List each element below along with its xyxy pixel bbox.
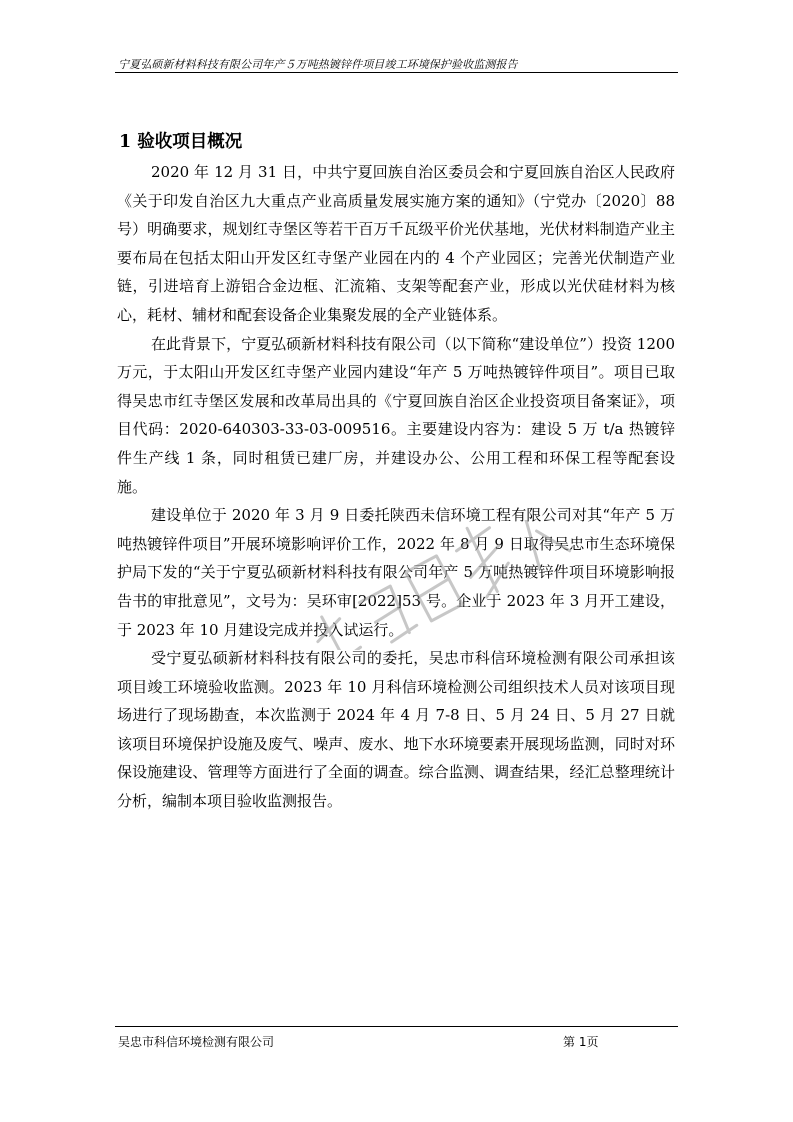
header-divider (115, 72, 678, 73)
paragraph-background: 2020 年 12 月 31 日，中共宁夏回族自治区委员会和宁夏回族自治区人民政府《关于印发自治区九大重点产业高质量发展实施方案的通知》（宁党办〔2020〕88 号）明确要求，规划红寺堡区等若干百万千瓦级平价光伏基地，光伏材料制造产业主要布局在包括太阳山开发区红寺堡产业园在内的 4 个产业园区；完善光伏制造产业链，引进培育上游铝合金边框、汇流箱、支架等配套产业，形成以光伏硅材料为核心，耗材、辅材和配套设备企业集聚发展的全产业链体系。 (117, 163, 675, 324)
paragraph-eia-approval: 建设单位于 2020 年 3 月 9 日委托陕西未信环境工程有限公司对其“年产 5 万吨热镀锌件项目”开展环境影响评价工作，2022 年 8 月 9 日取得吴忠市生态环境保护局下发的“关于宁夏弘硕新材料科技有限公司年产 5 万吨热镀锌件项目环境影响报告书的审批意见”，文号为：吴环审[2022]53 号。企业于 2023 年 3 月开工建设，于 2023 年 10 月建设完成并投入试运行。 (117, 506, 675, 639)
footer-company: 吴忠市科信环境检测有限公司 (118, 1035, 275, 1049)
paragraph-project-info: 在此背景下，宁夏弘硕新材料科技有限公司（以下简称“建设单位”）投资 1200 万元，于太阳山开发区红寺堡产业园内建设“年产 5 万吨热镀锌件项目”。项目已取得吴忠市红寺堡区发展和改革局出具的《宁夏回族自治区企业投资项目备案证》，项目代码：2020-640303-33-03-009516。主要建设内容为：建设 5 万 t/a 热镀锌件生产线 1 条，同时租赁已建厂房，并建设办公、公用工程和环保工程等配套设施。 (117, 334, 675, 496)
footer-divider (115, 1026, 678, 1027)
body-text (117, 158, 675, 816)
section-title: 1 验收项目概况 (119, 132, 243, 152)
running-header: 宁夏弘硕新材料科技有限公司年产５万吨热镀锌件项目竣工环境保护验收监测报告 (118, 58, 518, 71)
paragraph-monitoring: 受宁夏弘硕新材料科技有限公司的委托，吴忠市科信环境检测有限公司承担该项目竣工环境验收监测。2023 年 10 月科信环境检测公司组织技术人员对该项目现场进行了现场勘查，本次监测于 2024 年 4 月 7-8 日、5 月 24 日、5 月 27 日就该项目环境保护设施及废气、噪声、废水、地下水环境要素开展现场监测，同时对环保设施建设、管理等方面进行了全面的调查。综合监测、调查结果，经汇总整理统计分析，编制本项目验收监测报告。 (117, 649, 675, 811)
page-number: 第 1页 (563, 1035, 599, 1049)
